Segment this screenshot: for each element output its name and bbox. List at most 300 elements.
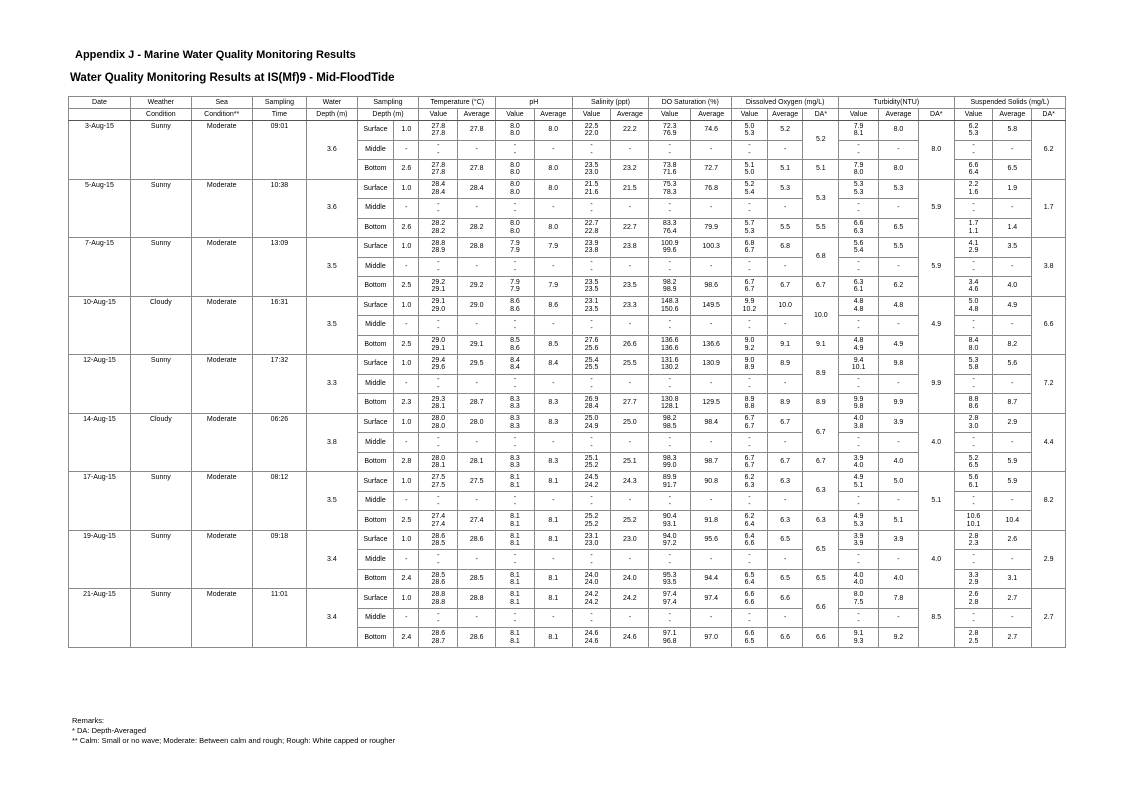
do-saturation-values-1: 83.3 [662,220,677,228]
sampling-time-cell: 08:12 [252,472,307,531]
sampling-depth-cell: - [394,491,419,511]
dissolved-oxygen-values [732,491,768,511]
dissolved-oxygen-bottom: 5.5 [803,218,839,238]
level-cell: Middle [357,257,394,277]
suspended-solids-values-2: 5.3 [968,130,979,138]
do-saturation-values-2: - [668,559,671,567]
suspended-solids-values-2: - [972,383,975,391]
temperature-values [419,374,458,394]
temperature-average: - [458,608,496,628]
temperature-values-1: 29.1 [431,298,446,306]
suspended-solids-values [954,199,993,219]
suspended-solids-values [954,608,993,628]
ph-values-2: - [513,266,517,274]
ph-values-1: 8.1 [510,474,520,482]
temperature-values-1: - [437,142,440,150]
date-cell: 17-Aug-15 [69,472,131,531]
do-saturation-average: - [691,433,732,453]
salinity-values-1: 25.2 [584,513,599,521]
turbidity-values-1: - [857,317,860,325]
dissolved-oxygen-values-1: 6.7 [744,278,755,286]
suspended-solids-values-1: - [972,376,975,384]
turbidity-values [839,121,879,141]
temperature-values-1: 27.5 [431,474,446,482]
temperature-values-1: 28.6 [431,532,446,540]
temperature-values-2: - [437,208,440,216]
turbidity-average: 5.1 [879,511,919,531]
dissolved-oxygen-da: 6.5 [803,530,839,569]
temperature-values-2: - [437,559,440,567]
salinity-values [572,316,611,336]
do-saturation-average: - [691,550,732,570]
do-saturation-values [649,550,691,570]
temperature-values [419,277,458,297]
temperature-values [419,511,458,531]
ph-values-1: 8.0 [510,122,520,130]
temperature-values [419,569,458,589]
table-row [69,355,1066,375]
do-saturation-values [649,452,691,472]
temperature-values [419,218,458,238]
dissolved-oxygen-values-1: 6.6 [744,630,755,638]
temperature-values-2: 28.1 [431,403,446,411]
ph-average: 7.9 [534,277,572,297]
turbidity-values-1: - [857,435,860,442]
suspended-solids-values [954,374,993,394]
dissolved-oxygen-bottom: 6.6 [803,628,839,648]
do-saturation-values-2: - [668,501,671,509]
do-saturation-values-2: 150.6 [660,305,679,313]
salinity-values [572,511,611,531]
header-average: Average [534,109,572,121]
table-row [69,413,1066,433]
dissolved-oxygen-values-2: - [748,325,751,333]
ph-values-2: - [513,325,517,333]
level-cell: Middle [357,140,394,160]
turbidity-values [839,335,879,355]
salinity-average: 23.3 [611,296,649,316]
suspended-solids-values-2: - [972,559,975,567]
dissolved-oxygen-da: 6.3 [803,472,839,511]
temperature-values-1: - [437,610,440,618]
turbidity-values-2: 4.0 [853,462,864,470]
turbidity-values-2: 7.5 [853,598,864,606]
suspended-solids-da: 6.2 [1032,121,1066,180]
ph-values [496,355,535,375]
ph-values-2: 8.6 [510,305,520,313]
do-saturation-values-1: 148.3 [660,298,679,306]
dissolved-oxygen-values-2: 5.3 [744,130,755,138]
ph-average: 8.1 [534,569,572,589]
turbidity-values-1: 4.8 [853,298,864,306]
suspended-solids-values [954,335,993,355]
do-saturation-average: 149.5 [691,296,732,316]
sampling-depth-cell: 2.5 [394,335,419,355]
turbidity-values [839,530,879,550]
dissolved-oxygen-values-2: 6.3 [744,481,755,489]
dissolved-oxygen-values-2: 6.7 [744,286,755,294]
header-date-sub [69,109,131,121]
dissolved-oxygen-average: 6.6 [767,589,803,609]
ph-values-2: 7.9 [510,247,520,255]
salinity-values [572,257,611,277]
do-saturation-average: - [691,316,732,336]
dissolved-oxygen-average: 8.9 [767,355,803,375]
ph-values-2: - [513,149,517,157]
suspended-solids-values-1: - [972,317,975,325]
do-saturation-values-2: 97.2 [662,540,677,548]
turbidity-values-1: 3.9 [853,454,864,462]
turbidity-values [839,433,879,453]
header-suspended-solids: Suspended Solids (mg/L) [954,97,1065,109]
do-saturation-values-2: 91.7 [662,481,677,489]
turbidity-values-1: 7.9 [853,161,864,169]
temperature-values-1: 29.4 [431,356,446,364]
sea-condition-cell: Moderate [191,530,252,589]
sea-condition-cell: Moderate [191,296,252,355]
suspended-solids-values-1: - [972,552,975,560]
salinity-average: 23.0 [611,530,649,550]
salinity-average: 23.2 [611,160,649,180]
temperature-values [419,413,458,433]
salinity-values [572,491,611,511]
water-depth-cell: 3.8 [307,413,357,472]
suspended-solids-average: 3.5 [993,238,1032,258]
turbidity-values [839,257,879,277]
ph-values-1: 8.1 [510,591,520,599]
suspended-solids-values [954,296,993,316]
temperature-values [419,179,458,199]
salinity-values [572,199,611,219]
turbidity-values [839,394,879,414]
turbidity-da: 5.1 [918,472,954,531]
do-saturation-values-1: 89.9 [662,474,677,482]
salinity-values-2: 23.5 [584,286,599,294]
turbidity-values [839,472,879,492]
header-turbidity: Turbidity(NTU) [839,97,954,109]
temperature-average: - [458,550,496,570]
suspended-solids-da: 4.4 [1032,413,1066,472]
dissolved-oxygen-values-2: - [748,149,751,157]
dissolved-oxygen-values-1: 6.2 [744,513,755,521]
do-saturation-values-2: 99.6 [662,247,677,255]
dissolved-oxygen-values-2: - [748,383,751,391]
do-saturation-average: 97.0 [691,628,732,648]
suspended-solids-values-1: - [972,610,975,618]
do-saturation-average: 100.3 [691,238,732,258]
salinity-average: 22.2 [611,121,649,141]
temperature-values-1: - [437,259,440,267]
ph-average: 8.6 [534,296,572,316]
header-weather: Weather [130,97,191,109]
dissolved-oxygen-average: 5.5 [767,218,803,238]
ph-average: - [534,374,572,394]
date-cell: 7-Aug-15 [69,238,131,297]
water-depth-cell: 3.5 [307,238,357,297]
dissolved-oxygen-values-1: - [748,376,751,384]
ph-values-1: 8.0 [510,220,520,228]
ph-values-2: 8.1 [510,579,520,587]
dissolved-oxygen-values [732,374,768,394]
dissolved-oxygen-values-2: 6.4 [744,520,755,528]
ph-values [496,511,535,531]
header-sampling-sub: Depth (m) [357,109,419,121]
header-da: DA* [1032,109,1066,121]
do-saturation-values [649,433,691,453]
do-saturation-values-2: 93.1 [662,520,677,528]
dissolved-oxygen-values-1: 5.2 [744,181,755,189]
do-saturation-values [649,589,691,609]
suspended-solids-da: 3.8 [1032,238,1066,297]
salinity-values-2: 21.6 [584,188,599,196]
temperature-values-1: 27.8 [431,161,446,169]
header-average: Average [767,109,803,121]
do-saturation-values-2: 76.9 [662,130,677,138]
temperature-values [419,608,458,628]
do-saturation-values [649,355,691,375]
temperature-values-2: 29.0 [431,305,446,313]
ph-values [496,218,535,238]
header-weather-sub: Condition [130,109,191,121]
dissolved-oxygen-values [732,628,768,648]
ph-values [496,316,535,336]
do-saturation-average: 90.8 [691,472,732,492]
turbidity-values-2: - [857,559,860,567]
turbidity-average: 4.9 [879,335,919,355]
temperature-average: - [458,199,496,219]
turbidity-values-2: 9.8 [853,403,864,411]
ph-values-2: 8.0 [510,169,520,177]
salinity-values [572,628,611,648]
dissolved-oxygen-values-2: - [748,559,751,567]
dissolved-oxygen-values-1: 6.7 [744,454,755,462]
ph-values [496,335,535,355]
temperature-average: - [458,316,496,336]
header-average: Average [879,109,919,121]
temperature-average: 27.8 [458,121,496,141]
ph-values [496,589,535,609]
suspended-solids-average: - [993,140,1032,160]
turbidity-values-2: 3.8 [853,422,864,430]
level-cell: Middle [357,608,394,628]
level-cell: Middle [357,491,394,511]
dissolved-oxygen-values [732,355,768,375]
dissolved-oxygen-values [732,257,768,277]
ph-values-2: 8.3 [510,422,520,430]
salinity-values-2: 22.0 [584,130,599,138]
ph-average: 8.0 [534,121,572,141]
salinity-values [572,238,611,258]
suspended-solids-values-2: 8.0 [968,344,979,352]
suspended-solids-values-1: 6.2 [968,122,979,130]
turbidity-values [839,413,879,433]
do-saturation-average: - [691,140,732,160]
date-cell: 19-Aug-15 [69,530,131,589]
salinity-values [572,472,611,492]
suspended-solids-values-2: - [972,618,975,626]
suspended-solids-da: 1.7 [1032,179,1066,238]
dissolved-oxygen-da: 8.9 [803,355,839,394]
sampling-time-cell: 09:01 [252,121,307,180]
dissolved-oxygen-values-1: 9.0 [744,356,755,364]
turbidity-average: - [879,140,919,160]
suspended-solids-values [954,140,993,160]
header-time: Sampling [252,97,307,109]
dissolved-oxygen-average: - [767,608,803,628]
turbidity-values-2: - [857,266,860,274]
turbidity-values-2: 5.3 [853,520,864,528]
date-cell: 14-Aug-15 [69,413,131,472]
salinity-average: - [611,140,649,160]
suspended-solids-values-1: 3.4 [968,278,979,286]
do-saturation-values-1: 98.2 [662,415,677,423]
temperature-values [419,530,458,550]
suspended-solids-average: 1.9 [993,179,1032,199]
ph-values-2: 8.3 [510,403,520,411]
header-value: Value [572,109,611,121]
temperature-average: 28.6 [458,628,496,648]
temperature-values-2: 27.4 [431,520,446,528]
temperature-values-1: 29.3 [431,395,446,403]
dissolved-oxygen-average: 6.7 [767,413,803,433]
turbidity-da: 4.9 [918,296,954,355]
temperature-values-2: 28.9 [431,247,446,255]
ph-average: - [534,608,572,628]
turbidity-values-1: - [857,493,860,501]
salinity-average: - [611,433,649,453]
do-saturation-values-2: - [668,149,671,157]
temperature-values-2: 28.2 [431,227,446,235]
turbidity-values-2: 9.3 [853,637,864,645]
turbidity-values-2: 5.1 [853,481,864,489]
suspended-solids-da: 2.9 [1032,530,1066,589]
sampling-depth-cell: - [394,433,419,453]
sea-condition-cell: Moderate [191,589,252,648]
suspended-solids-values [954,452,993,472]
ph-values-2: - [513,559,517,567]
do-saturation-values [649,296,691,316]
level-cell: Bottom [357,277,394,297]
dissolved-oxygen-average: 5.1 [767,160,803,180]
temperature-values [419,394,458,414]
do-saturation-values-2: 96.8 [662,637,677,645]
temperature-values-2: 29.1 [431,344,446,352]
suspended-solids-values-1: 3.3 [968,571,979,579]
table-row [69,472,1066,492]
salinity-average: 23.8 [611,238,649,258]
sampling-depth-cell: 2.6 [394,160,419,180]
ph-values [496,121,535,141]
ph-values [496,394,535,414]
dissolved-oxygen-values-2: - [748,266,751,274]
salinity-values-2: - [590,208,593,216]
temperature-values-1: 28.8 [431,239,446,247]
dissolved-oxygen-values-2: 6.7 [744,422,755,430]
do-saturation-values [649,316,691,336]
dissolved-oxygen-average: - [767,374,803,394]
dissolved-oxygen-average: - [767,550,803,570]
dissolved-oxygen-values [732,433,768,453]
dissolved-oxygen-da: 6.6 [803,589,839,628]
level-cell: Bottom [357,160,394,180]
temperature-values-1: 27.4 [431,513,446,521]
turbidity-values-2: 5.4 [853,247,864,255]
suspended-solids-values [954,628,993,648]
level-cell: Surface [357,238,394,258]
header-value: Value [649,109,691,121]
salinity-average: 26.6 [611,335,649,355]
ph-values [496,472,535,492]
ph-values-1: - [513,259,517,267]
ph-values-2: - [513,501,517,509]
ph-average: - [534,316,572,336]
date-cell: 10-Aug-15 [69,296,131,355]
level-cell: Bottom [357,452,394,472]
sampling-depth-cell: - [394,140,419,160]
ph-values [496,179,535,199]
suspended-solids-da: 7.2 [1032,355,1066,414]
ph-values-1: 8.1 [510,532,520,540]
turbidity-average: 5.3 [879,179,919,199]
temperature-average: - [458,433,496,453]
temperature-values [419,121,458,141]
turbidity-values-2: 8.0 [853,169,864,177]
table-row [69,179,1066,199]
temperature-values-2: 27.8 [431,169,446,177]
salinity-values [572,608,611,628]
turbidity-average: 4.0 [879,452,919,472]
ph-values-1: 8.1 [510,571,520,579]
suspended-solids-average: 5.9 [993,452,1032,472]
turbidity-average: 6.2 [879,277,919,297]
turbidity-average: - [879,433,919,453]
temperature-average: 29.5 [458,355,496,375]
do-saturation-values [649,413,691,433]
turbidity-values-1: 4.8 [853,337,864,345]
dissolved-oxygen-average: - [767,140,803,160]
temperature-values-2: 28.8 [431,598,446,606]
do-saturation-values [649,179,691,199]
salinity-average: - [611,608,649,628]
dissolved-oxygen-values [732,121,768,141]
do-saturation-average: - [691,374,732,394]
turbidity-da: 5.9 [918,179,954,238]
dissolved-oxygen-values-1: 8.9 [744,395,755,403]
do-saturation-values-1: 130.8 [660,395,679,403]
do-saturation-average: 98.7 [691,452,732,472]
suspended-solids-values [954,121,993,141]
dissolved-oxygen-values [732,316,768,336]
turbidity-values [839,569,879,589]
turbidity-values-2: 4.9 [853,344,864,352]
ph-values-2: 8.3 [510,462,520,470]
suspended-solids-values [954,569,993,589]
salinity-values-2: 22.8 [584,227,599,235]
do-saturation-values-1: - [668,552,671,560]
do-saturation-values-1: 94.0 [662,532,677,540]
suspended-solids-average: 8.2 [993,335,1032,355]
turbidity-values-1: 9.9 [853,395,864,403]
dissolved-oxygen-average: 6.5 [767,569,803,589]
level-cell: Middle [357,550,394,570]
dissolved-oxygen-values [732,452,768,472]
sampling-time-cell: 13:09 [252,238,307,297]
turbidity-values-2: - [857,501,860,509]
suspended-solids-values [954,355,993,375]
ph-values [496,296,535,316]
do-saturation-values-2: - [668,442,671,450]
suspended-solids-average: - [993,316,1032,336]
